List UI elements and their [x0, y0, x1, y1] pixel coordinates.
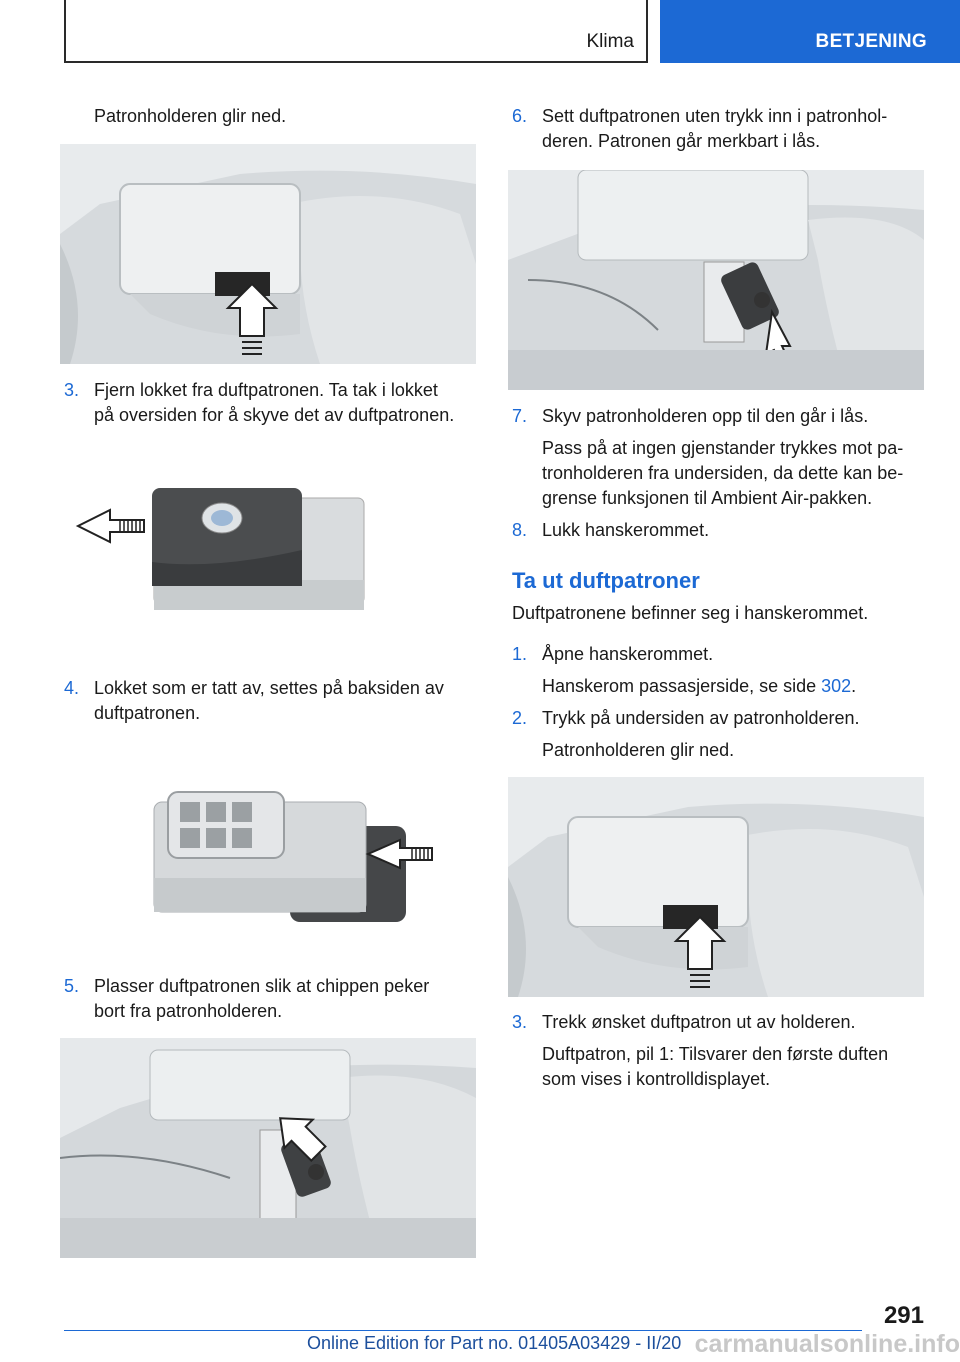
step-text: Trykk på undersiden av patronholderen. [542, 708, 860, 728]
figure-lid-removal [64, 470, 404, 630]
figure-lid-on-back [150, 788, 450, 928]
step-text: Fjern lokket fra duftpatronen. Ta tak i lokket [94, 380, 438, 400]
step-text: Lokket som er tatt av, settes på baksiden av [94, 678, 444, 698]
step-number: 3. [512, 1012, 528, 1032]
step-text: deren. Patronen går merkbart i lås. [542, 131, 821, 151]
step-text: Skyv patronholderen opp til den går i lås. [542, 406, 869, 426]
section-title: Klima [586, 31, 634, 52]
chapter-title: BETJENING [815, 31, 927, 52]
step-text: Lukk hanskerommet. [542, 520, 710, 540]
step-number: 5. [64, 976, 80, 996]
step-text: bort fra patronholderen. [94, 1001, 283, 1021]
step-number: 4. [64, 678, 80, 698]
section-intro: Duftpatronene befinner seg i hanskerommet. [512, 603, 869, 623]
watermark: carmanualsonline.info [694, 1330, 960, 1358]
figure-holder-slides-down [60, 144, 476, 364]
step-note: Duftpatron, pil 1: Tilsvarer den første duften [542, 1044, 889, 1064]
step-text: Plasser duftpatronen slik at chippen peker [94, 976, 430, 996]
header-chapter-box [660, 0, 960, 63]
figure-cartridge-locks [508, 170, 924, 390]
step-number: 2. [512, 708, 528, 728]
step-text: Åpne hanskerommet. [542, 644, 714, 664]
step-note: Hanskerom passasjerside, se side 302. [542, 676, 857, 696]
page-number: 291 [883, 1302, 924, 1329]
step-text: Sett duftpatronen uten trykk inn i patronhol- [542, 106, 888, 126]
step-number: 7. [512, 406, 528, 426]
step-note: tronholderen fra undersiden, da dette kan be- [542, 463, 904, 483]
section-heading: Ta ut duftpatroner [512, 568, 700, 593]
step-number: 8. [512, 520, 528, 540]
step-number: 3. [64, 380, 80, 400]
page-reference-link[interactable]: 302 [821, 676, 852, 696]
step-text: Trekk ønsket duftpatron ut av holderen. [542, 1012, 856, 1032]
step-number: 1. [512, 644, 528, 664]
left-intro: Patronholderen glir ned. [94, 106, 287, 126]
step-note: som vises i kontrolldisplayet. [542, 1069, 771, 1089]
header-section-box [64, 0, 648, 63]
figure-holder-slides-down-2 [508, 777, 924, 997]
step-note: Patronholderen glir ned. [542, 740, 735, 760]
footer-edition: Online Edition for Part no. 01405A03429 - II/20 [307, 1333, 682, 1353]
figure-insert-cartridge [60, 1038, 476, 1258]
step-number: 6. [512, 106, 528, 126]
step-note: grense funksjonen til Ambient Air-pakken. [542, 488, 873, 508]
step-text: duftpatronen. [94, 703, 201, 723]
step-text: på oversiden for å skyve det av duftpatronen. [94, 405, 455, 425]
step-note: Pass på at ingen gjenstander trykkes mot pa- [542, 438, 904, 458]
